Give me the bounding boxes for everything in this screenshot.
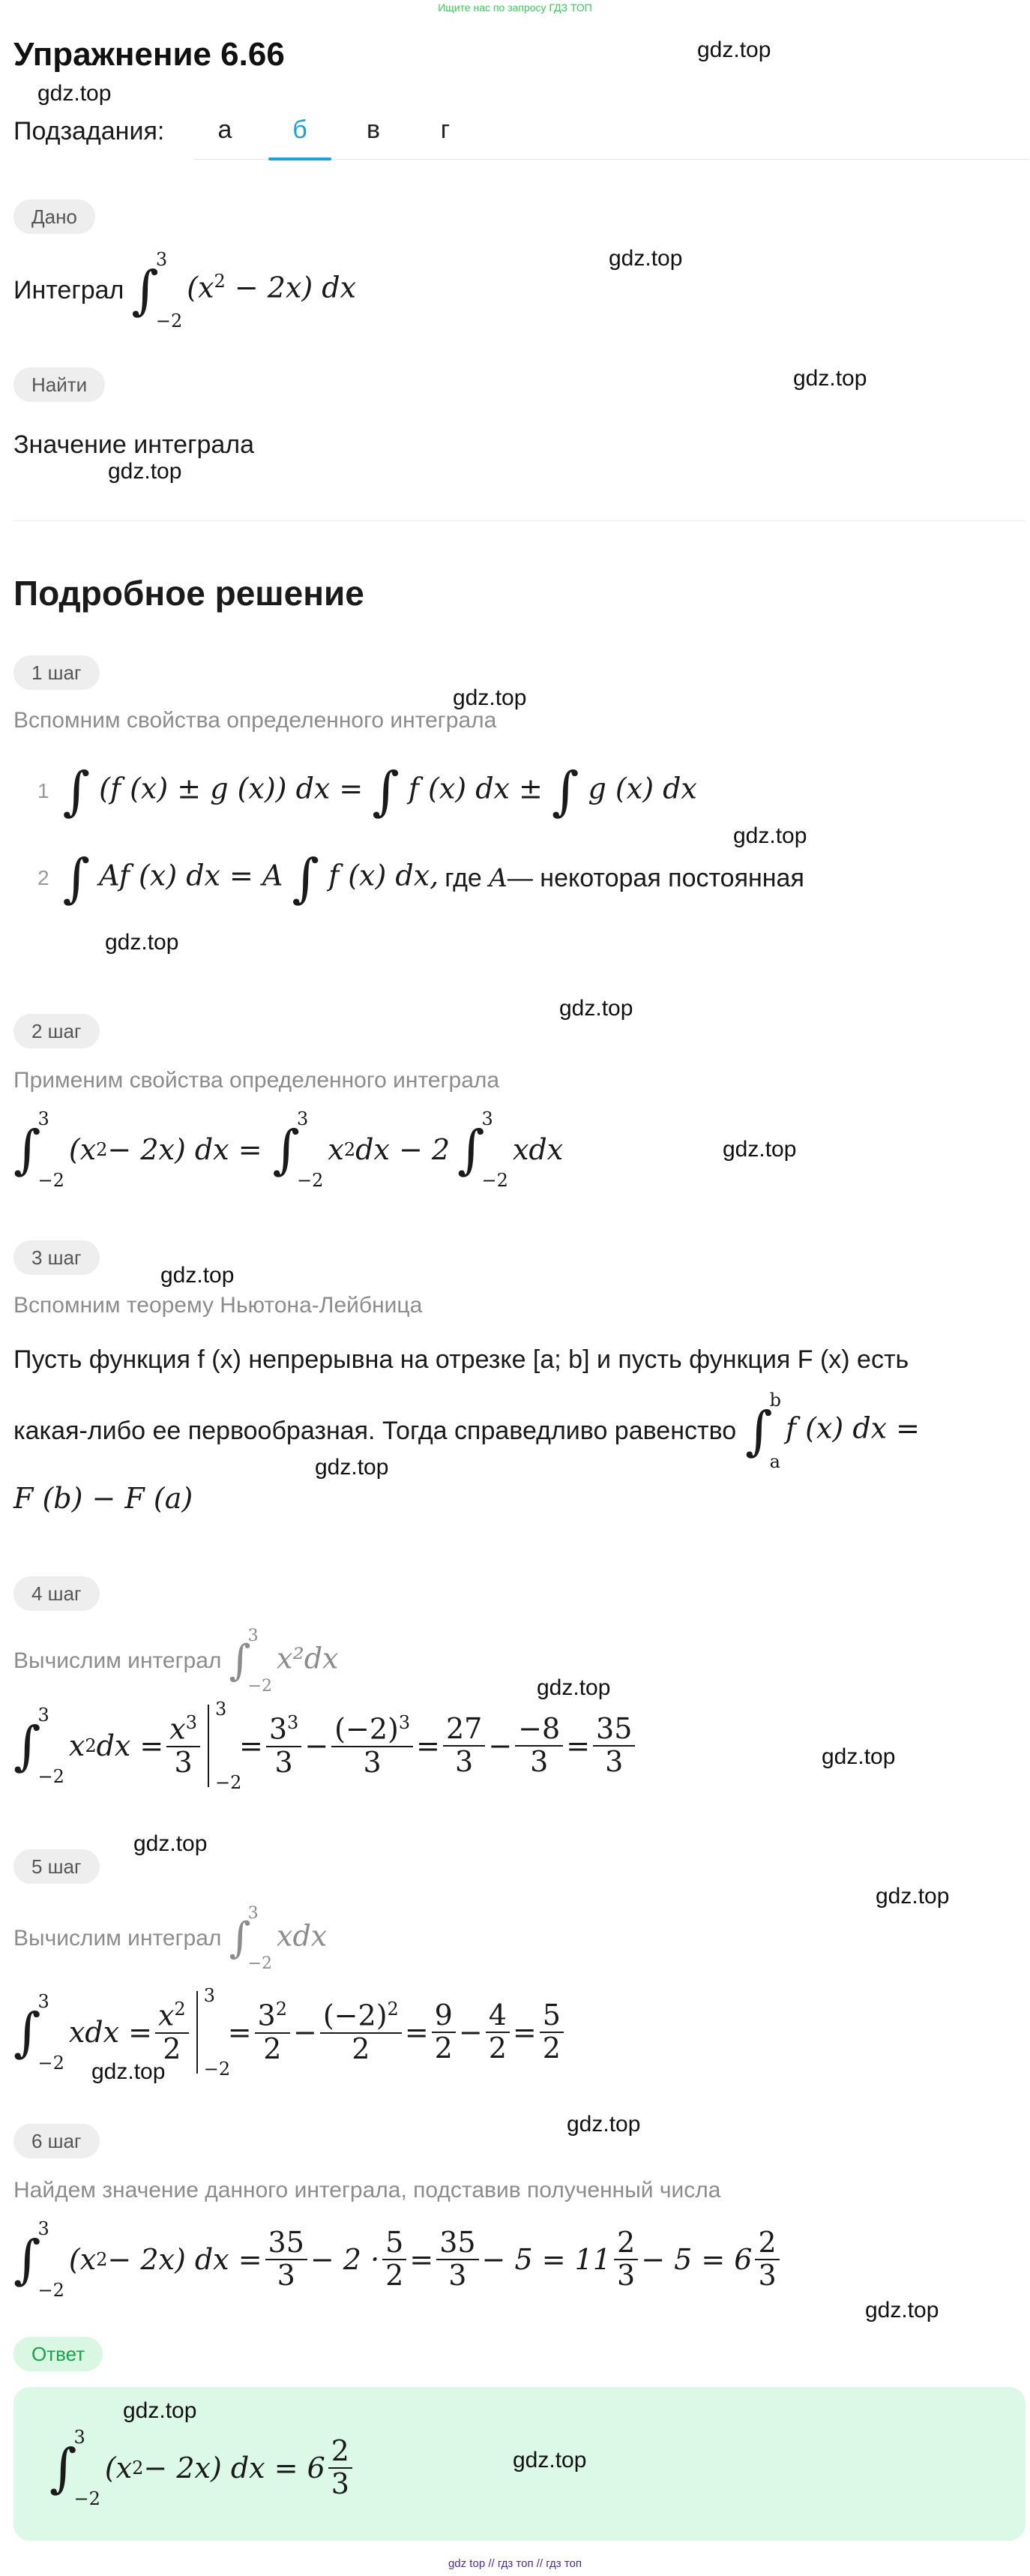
watermark: gdz.top [513,2448,587,2473]
step-6-caption: Найдем значение данного интеграла, подставив полученный числа [13,2178,721,2203]
watermark: gdz.top [567,2112,641,2137]
top-banner: Ищите нас по запросу ГДЗ ТОП [438,1,592,13]
solution-heading: Подробное решение [13,574,364,613]
tab-g[interactable]: г [440,115,451,144]
answer-pill: Ответ [13,2337,103,2371]
tab-b[interactable]: б [292,115,307,144]
watermark: gdz.top [160,1263,235,1288]
watermark: gdz.top [37,81,112,106]
given-integral: ∫ 3 −2 $(x^2 - 2x)$ dx [131,249,357,331]
tab-a[interactable]: а [217,115,232,144]
step-1-formula-1: 1 ∫ (f (x) ± g (x)) dx = ∫ f (x) dx ± ∫ g (x) dx [37,760,697,822]
watermark: gdz.top [609,246,683,271]
step-3-pill: 3 шаг [13,1240,100,1275]
watermark: gdz.top [822,1744,896,1769]
step-6-formula: ∫ 3 −2 (x 2 − 2x) dx = $\frac{35}{3}$ − 2 · $\frac{5}{2}$ = $\frac{35}{3}$ − 5 = 11 $\frac{2}{3}$ − 5 = 6 $\frac{2}{3}$ [13,2211,783,2308]
step-3-line-1: Пусть функция f (x) непрерывна на отрезке [a; b] и пусть функция F (x) есть [13,1345,909,1374]
step-1-formula-2: 2 ∫ Af (x) dx = A ∫ f (x) dx, где A— некоторая постоянная [37,847,804,909]
watermark: gdz.top [537,1675,611,1700]
subtasks-label: Подзадания: [13,117,165,145]
step-5-formula: ∫ 3 −2 xdx = $\frac{x^2}{2}$ 3 −2 = $\frac{3^2}{2}$ − $\frac{(-2)^2}{2}$ = $\frac{9}{2}$ − $\frac{4}{2}$ = $\frac{5}{2}$ [13,1980,567,2085]
step-3-line-2: какая-либо ее первообразная. Тогда справедливо равенство ∫ b a f (x) dx = [13,1390,920,1472]
step-2-pill: 2 шаг [13,1014,100,1048]
given-pill: Дано [13,199,95,234]
tab-v[interactable]: в [366,115,381,144]
watermark: gdz.top [723,1137,797,1162]
given-statement [13,241,356,339]
given-text: Интеграл [13,275,124,304]
watermark: gdz.top [105,930,179,955]
watermark: gdz.top [91,2059,166,2084]
footer: gdz top // гдз топ // гдз топ [448,2557,582,2570]
active-tab-indicator [268,157,331,160]
watermark: gdz.top [697,37,771,62]
watermark: gdz.top [453,685,527,710]
watermark: gdz.top [133,1831,208,1856]
watermark: gdz.top [559,996,633,1021]
step-5-pill: 5 шаг [13,1849,100,1884]
watermark: gdz.top [733,823,807,848]
watermark: gdz.top [123,2398,197,2423]
page-title: Упражнение 6.66 [13,36,285,73]
find-pill: Найти [13,367,105,402]
step-2-formula: ∫ 3 −2 (x 2 − 2x) dx = ∫ 3 −2 x 2 dx − 2 ∫ 3 −2 xdx [13,1108,564,1191]
answer-formula: ∫ 3 −2 (x 2 − 2x) dx = 6 $\frac{2}{3}$ [49,2419,355,2517]
step-4-caption-row: Вычислим интеграл ∫ 3 −2 x²dx [13,1627,339,1696]
watermark: gdz.top [108,459,182,484]
step-5-caption-row: Вычислим интеграл ∫ 3 −2 xdx [13,1904,328,1973]
watermark: gdz.top [865,2298,939,2323]
step-2-caption: Применим свойства определенного интеграла [13,1068,500,1093]
step-6-pill: 6 шаг [13,2124,100,2158]
step-4-formula: ∫ 3 −2 x 2 dx = $\frac{x^3}{3}$ 3 −2 = $\frac{3^3}{3}$ − $\frac{(-2)^3}{3}$ = $\frac{27}{3}$ − $\frac{-8}{3}$ = $\frac{35}{3}$ [13,1693,638,1798]
section-divider [13,520,1026,521]
watermark: gdz.top [793,366,867,391]
watermark: gdz.top [876,1884,950,1909]
find-text: Значение интеграла [13,430,255,459]
step-3-line-3: F (b) − F (a) [13,1482,193,1515]
step-1-caption: Вспомним свойства определенного интеграла [13,708,497,733]
step-3-caption: Вспомним теорему Ньютона-Лейбница [13,1293,423,1318]
step-4-pill: 4 шаг [13,1576,100,1611]
watermark: gdz.top [315,1455,389,1480]
step-1-pill: 1 шаг [13,655,100,690]
